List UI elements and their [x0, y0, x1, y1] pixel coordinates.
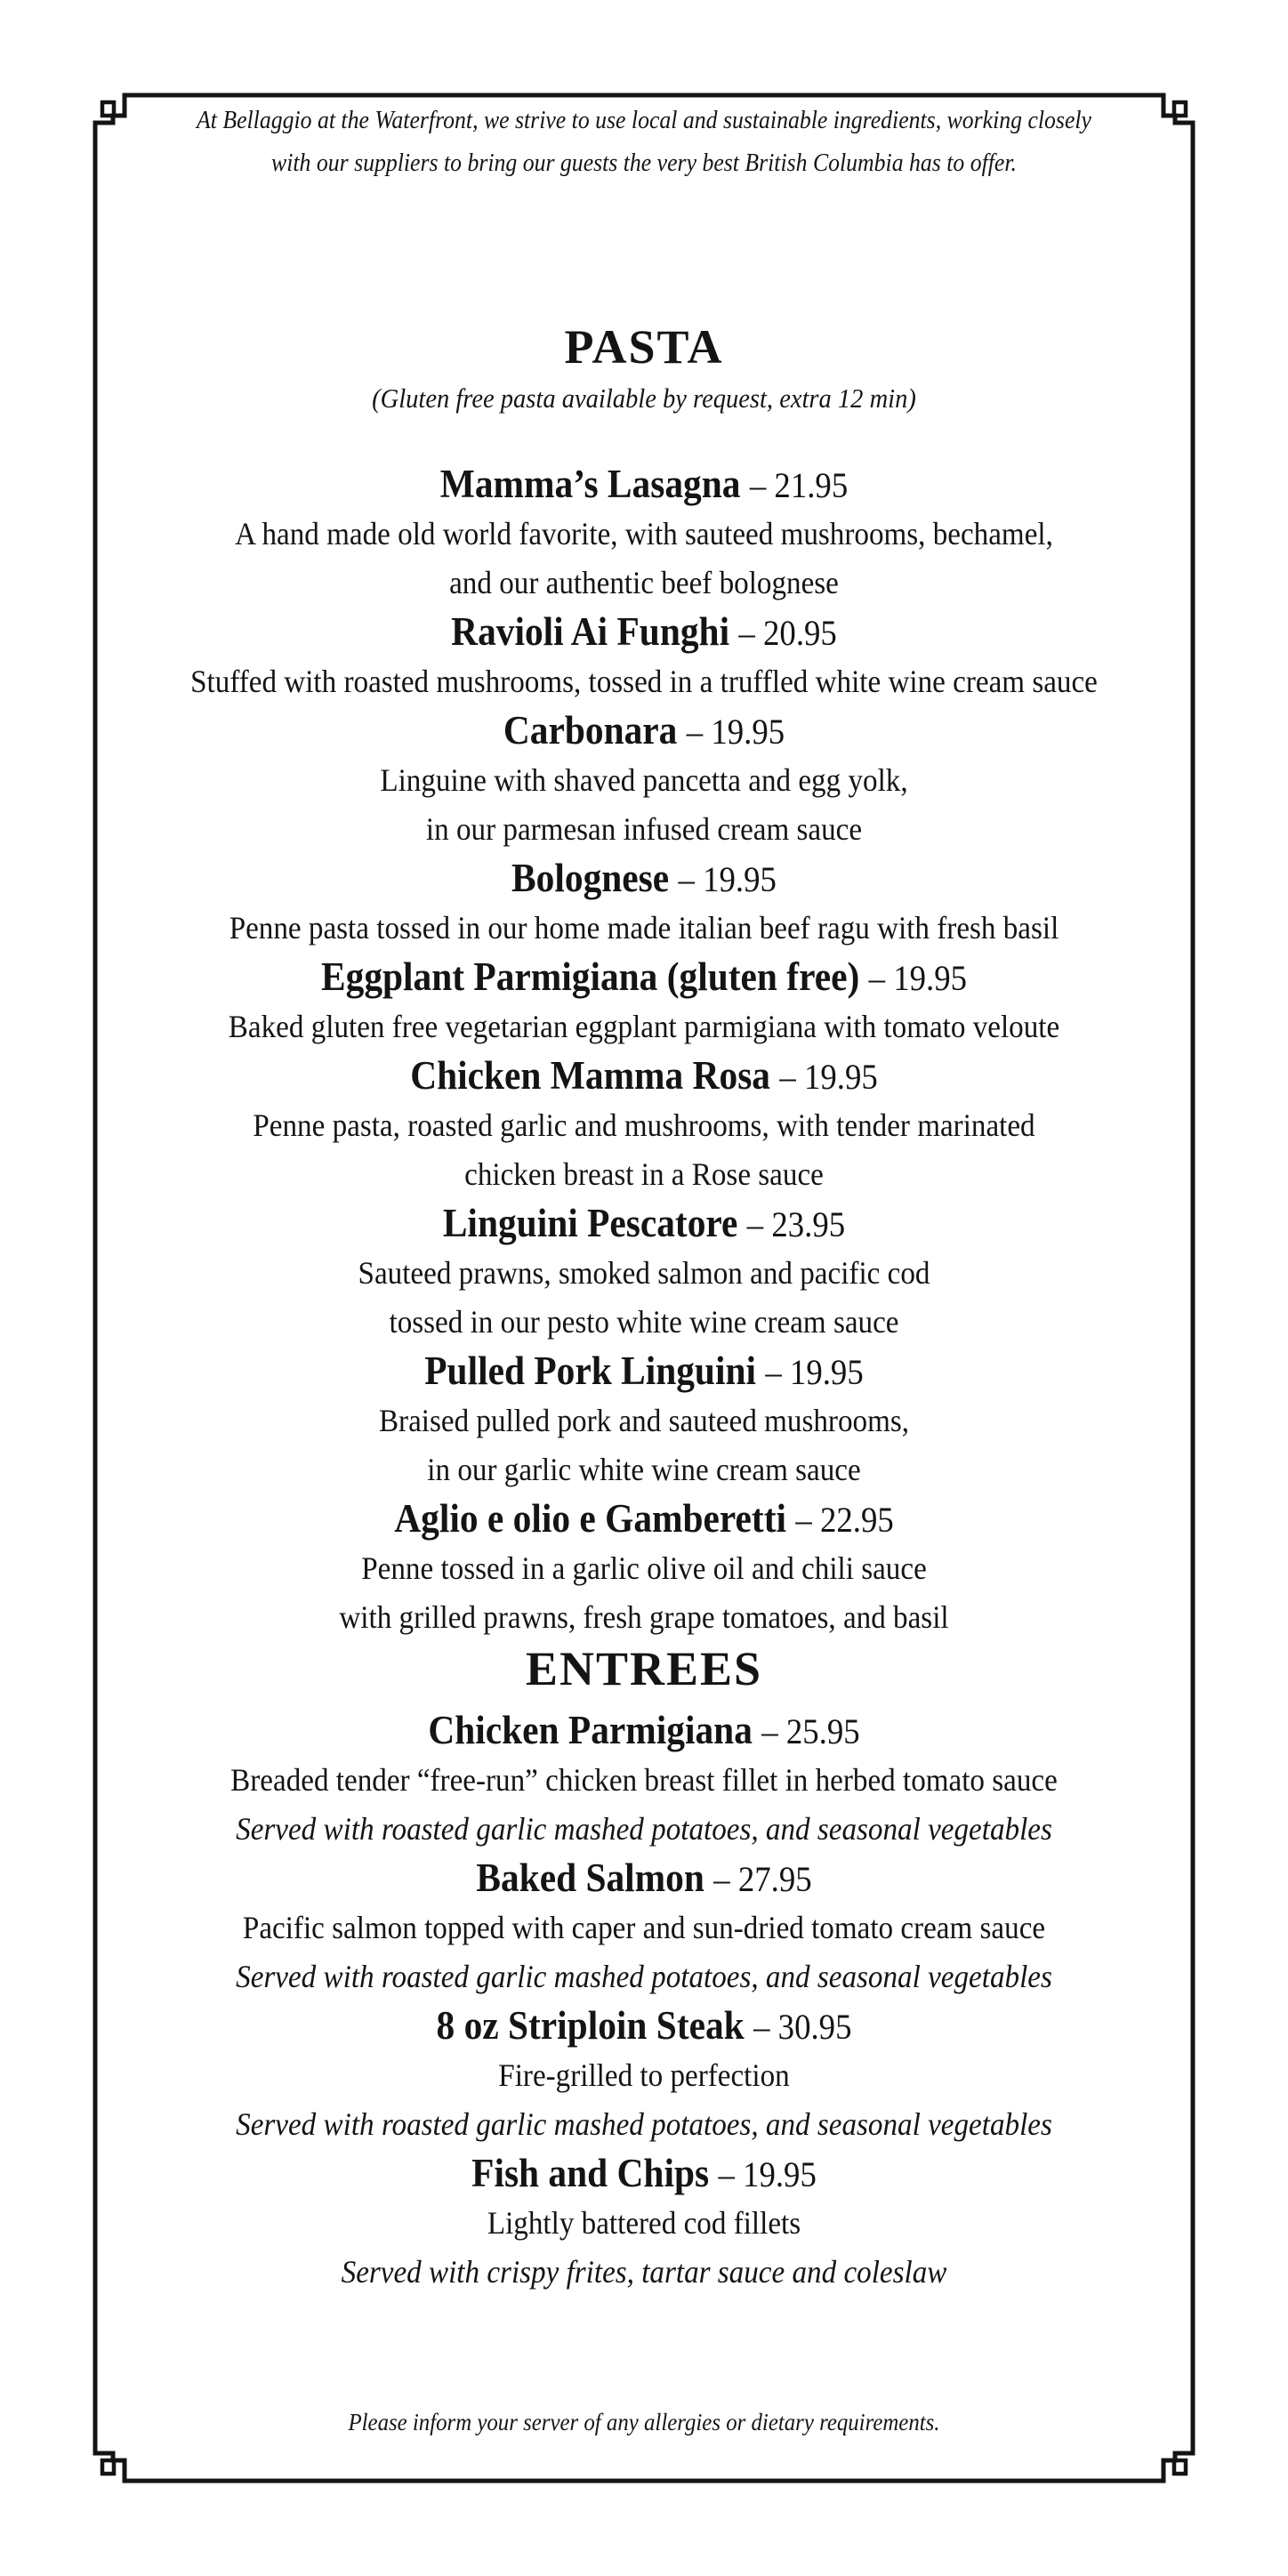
item-desc-line: tossed in our pesto white wine cream sauce: [389, 1304, 899, 1340]
item-price: [718, 2154, 816, 2194]
item-desc-line: in our parmesan infused cream sauce: [425, 811, 863, 847]
item-desc-line: A hand made old world favorite, with sauteed mushrooms, bechamel,: [235, 516, 1053, 551]
border-corner-square: [1174, 2460, 1186, 2474]
price-separator: –: [753, 2007, 770, 2047]
item-price: [679, 859, 777, 899]
item-name: Ravioli Ai Funghi: [451, 609, 730, 654]
item-desc-line: Served with roasted garlic mashed potatoes, and seasonal vegetables: [236, 1811, 1052, 1847]
item-title-line: [85, 1347, 1204, 1397]
item-title-line: [85, 460, 1204, 510]
menu-item: [36, 460, 1252, 608]
item-name: Bolognese: [511, 856, 670, 900]
price-separator: –: [713, 1859, 730, 1899]
price-value: 20.95: [763, 613, 837, 653]
menu-item: [36, 953, 1252, 1051]
item-desc-line: in our garlic white wine cream sauce: [427, 1452, 861, 1487]
item-name: Chicken Mamma Rosa: [410, 1053, 771, 1098]
item-name: Chicken Parmigiana: [428, 1708, 753, 1752]
footer-note-line: Please inform your server of any allergies or dietary requirements.: [348, 2409, 940, 2435]
item-desc-line: Breaded tender “free-run” chicken breast fillet in herbed tomato sauce: [230, 1762, 1058, 1798]
item-desc-line: chicken breast in a Rose sauce: [464, 1156, 824, 1192]
price-value: 30.95: [777, 2007, 852, 2047]
price-value: 22.95: [819, 1500, 894, 1540]
price-value: 19.95: [893, 958, 967, 998]
item-title-line: [85, 1199, 1204, 1249]
item-name: Baked Salmon: [476, 1856, 704, 1900]
price-value: 19.95: [789, 1352, 864, 1392]
footer-note: [0, 2401, 1288, 2443]
item-desc-line: Penne pasta, roasted garlic and mushrooms, with tender marinated: [253, 1107, 1035, 1143]
item-desc-line: Penne pasta tossed in our home made italian beef ragu with fresh basil: [229, 910, 1059, 946]
menu-item: [36, 1347, 1252, 1494]
menu-item: [36, 1494, 1252, 1642]
menu-section-pasta: [36, 320, 1252, 1642]
menu-item: [36, 1199, 1252, 1347]
item-desc-line: with grilled prawns, fresh grape tomatoes, and basil: [339, 1599, 949, 1635]
item-desc-line: Sauteed prawns, smoked salmon and pacific cod: [358, 1255, 930, 1291]
item-price: [779, 1057, 877, 1097]
item-name: Linguini Pescatore: [442, 1201, 738, 1245]
item-title-line: [85, 2149, 1204, 2199]
menu-item: [36, 608, 1252, 706]
item-price: [687, 712, 785, 752]
price-separator: –: [738, 613, 755, 653]
item-title-line: [85, 953, 1204, 1002]
item-desc-line: Braised pulled pork and sauteed mushrooms,: [378, 1403, 910, 1438]
item-name: Pulled Pork Linguini: [424, 1348, 756, 1393]
section-title: PASTA: [564, 320, 724, 374]
menu-section-entrees: [36, 1642, 1252, 2297]
item-price: [713, 1859, 811, 1899]
price-separator: –: [718, 2154, 735, 2194]
menu-sections: [36, 320, 1252, 2297]
price-value: 23.95: [771, 1204, 846, 1244]
price-value: 27.95: [737, 1859, 812, 1899]
item-desc-line: Served with roasted garlic mashed potatoes, and seasonal vegetables: [236, 1959, 1052, 1994]
item-desc-line: Baked gluten free vegetarian eggplant parmigiana with tomato veloute: [228, 1009, 1060, 1044]
item-title-line: [85, 1706, 1204, 1756]
item-desc-line: Stuffed with roasted mushrooms, tossed in a truffled white wine cream sauce: [190, 664, 1098, 699]
header-note-line: with our suppliers to bring our guests the very best British Columbia has to offer.: [271, 149, 1017, 177]
item-name: Aglio e olio e Gamberetti: [394, 1496, 786, 1541]
item-price: [765, 1352, 863, 1392]
price-separator: –: [686, 712, 704, 752]
menu-item: [36, 854, 1252, 953]
section-title: ENTREES: [525, 1642, 763, 1695]
price-separator: –: [868, 958, 885, 998]
item-desc-line: Lightly battered cod fillets: [487, 2205, 801, 2241]
item-desc-line: and our authentic beef bolognese: [449, 565, 839, 600]
price-value: 19.95: [711, 712, 785, 752]
header-note-line: At Bellaggio at the Waterfront, we strive to use local and sustainable ingredients, working closely: [197, 107, 1091, 134]
item-desc-line: Pacific salmon topped with caper and sun-dried tomato cream sauce: [242, 1910, 1046, 1945]
item-desc-line: Penne tossed in a garlic olive oil and chili sauce: [361, 1550, 927, 1586]
price-separator: –: [678, 859, 695, 899]
price-separator: –: [795, 1500, 812, 1540]
item-name: Mamma’s Lasagna: [439, 462, 741, 506]
price-value: 19.95: [703, 859, 777, 899]
price-value: 19.95: [743, 2154, 817, 2194]
item-title-line: [85, 2001, 1204, 2051]
item-title-line: [85, 1854, 1204, 1904]
item-price: [869, 958, 967, 998]
item-name: Fish and Chips: [471, 2151, 710, 2195]
border-corner-square: [102, 2460, 114, 2474]
price-separator: –: [779, 1057, 796, 1097]
menu-item: [36, 706, 1252, 854]
item-title-line: [85, 706, 1204, 756]
item-desc-line: Linguine with shaved pancetta and egg yolk,: [380, 762, 908, 798]
menu-item: [36, 2001, 1252, 2149]
price-separator: –: [746, 1204, 764, 1244]
item-price: [747, 1204, 845, 1244]
item-name: Eggplant Parmigiana (gluten free): [321, 954, 860, 999]
item-title-line: [85, 1051, 1204, 1101]
menu-item: [36, 1706, 1252, 1854]
item-price: [750, 465, 848, 505]
item-desc-line: Fire-grilled to perfection: [498, 2057, 790, 2093]
item-price: [753, 2007, 851, 2047]
item-price: [761, 1711, 859, 1751]
price-value: 21.95: [774, 465, 849, 505]
section-note: (Gluten free pasta available by request, extra 12 min): [372, 382, 916, 414]
item-name: 8 oz Striploin Steak: [436, 2003, 745, 2048]
item-price: [795, 1500, 893, 1540]
item-desc-line: Served with roasted garlic mashed potatoes, and seasonal vegetables: [236, 2106, 1052, 2142]
header-note: [0, 100, 1288, 185]
price-value: 25.95: [785, 1711, 860, 1751]
price-separator: –: [761, 1711, 778, 1751]
menu-item: [36, 1854, 1252, 2001]
item-title-line: [85, 854, 1204, 904]
menu-item: [36, 2149, 1252, 2297]
price-separator: –: [749, 465, 767, 505]
menu-item: [36, 1051, 1252, 1199]
item-title-line: [85, 608, 1204, 657]
item-desc-line: Served with crispy frites, tartar sauce and coleslaw: [341, 2254, 947, 2290]
item-price: [738, 613, 836, 653]
item-title-line: [85, 1494, 1204, 1544]
price-value: 19.95: [803, 1057, 878, 1097]
item-name: Carbonara: [503, 708, 678, 753]
price-separator: –: [765, 1352, 782, 1392]
